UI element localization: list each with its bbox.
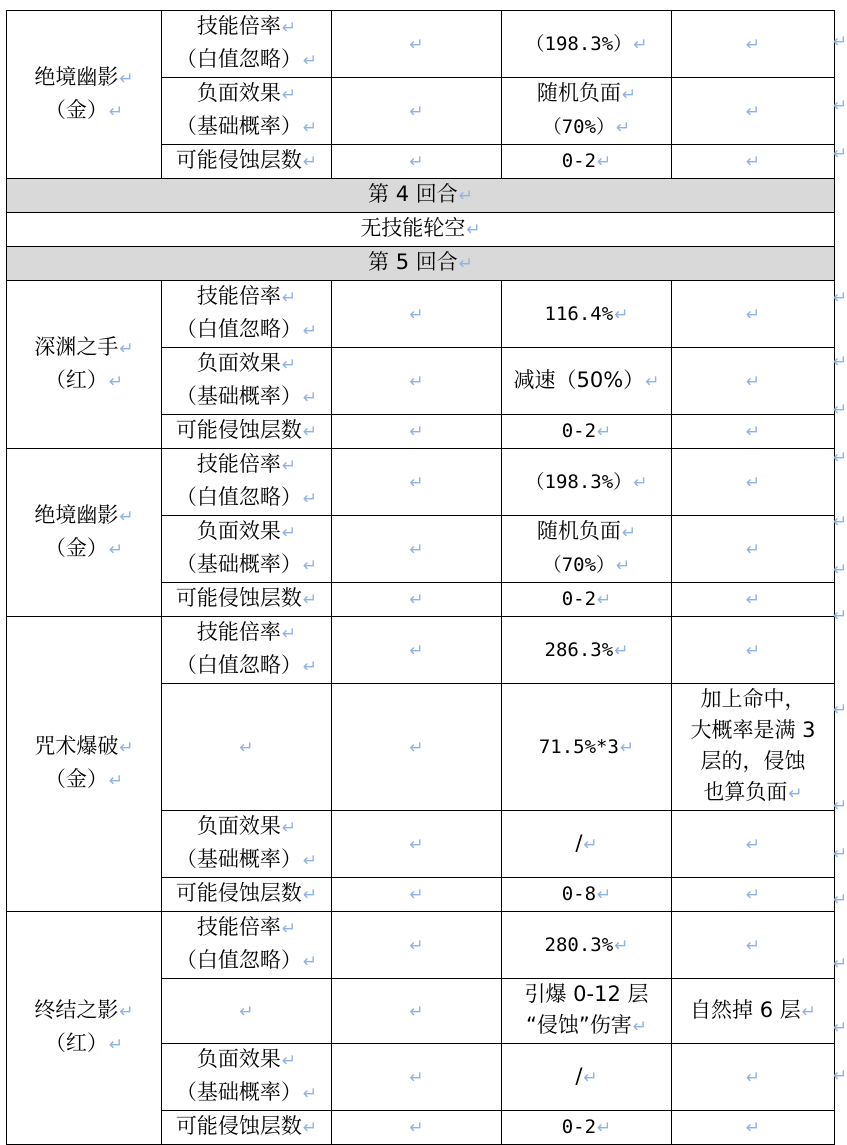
empty-cell: ↵ bbox=[672, 912, 835, 979]
erosion-label: 可能侵蚀层数↵ bbox=[162, 415, 332, 449]
empty-cell: ↵ bbox=[332, 11, 502, 78]
row-end-mark: ↵ bbox=[833, 606, 847, 626]
empty-cell: ↵ bbox=[672, 449, 835, 516]
skill-name-cell: 咒术爆破↵ （金）↵ bbox=[7, 617, 162, 912]
skill-name-cell: 绝境幽影↵ （金）↵ bbox=[7, 449, 162, 617]
empty-cell: ↵ bbox=[672, 281, 835, 348]
right-margin bbox=[833, 0, 847, 1102]
empty-cell: ↵ bbox=[672, 617, 835, 684]
skill-rate-label: 技能倍率↵ （白值忽略）↵ bbox=[162, 912, 332, 979]
neg-effect-label: 负面效果↵ （基础概率）↵ bbox=[162, 348, 332, 415]
row-end-mark: ↵ bbox=[833, 1018, 847, 1038]
erosion-label: 可能侵蚀层数↵ bbox=[162, 583, 332, 617]
row-end-mark: ↵ bbox=[833, 1066, 847, 1086]
empty-cell: ↵ bbox=[672, 11, 835, 78]
round-header: 第 4 回合↵ bbox=[7, 179, 835, 213]
value-cell: （198.3%）↵ bbox=[502, 11, 672, 78]
note-cell: 自然掉 6 层↵ bbox=[672, 979, 835, 1044]
value-cell: /↵ bbox=[502, 811, 672, 878]
value-cell: 0-2↵ bbox=[502, 145, 672, 179]
neg-effect-label: 负面效果↵ （基础概率）↵ bbox=[162, 1044, 332, 1111]
empty-cell: ↵ bbox=[332, 583, 502, 617]
erosion-label: 可能侵蚀层数↵ bbox=[162, 878, 332, 912]
empty-cell: ↵ bbox=[672, 1111, 835, 1145]
round-header: 第 5 回合↵ bbox=[7, 247, 835, 281]
empty-cell: ↵ bbox=[672, 78, 835, 145]
empty-cell: ↵ bbox=[672, 583, 835, 617]
erosion-label: 可能侵蚀层数↵ bbox=[162, 145, 332, 179]
empty-cell: ↵ bbox=[672, 878, 835, 912]
empty-cell: ↵ bbox=[332, 281, 502, 348]
value-cell: 286.3%↵ bbox=[502, 617, 672, 684]
empty-cell: ↵ bbox=[332, 1111, 502, 1145]
row-end-mark: ↵ bbox=[833, 560, 847, 580]
note-cell: 加上命中， 大概率是满 3 层的，侵蚀 也算负面↵ bbox=[672, 684, 835, 811]
row-end-mark: ↵ bbox=[833, 796, 847, 816]
empty-cell: ↵ bbox=[162, 979, 332, 1044]
value-cell: 随机负面↵ （70%）↵ bbox=[502, 78, 672, 145]
neg-effect-label: 负面效果↵ （基础概率）↵ bbox=[162, 811, 332, 878]
value-cell: 0-2↵ bbox=[502, 1111, 672, 1145]
empty-cell: ↵ bbox=[162, 684, 332, 811]
neg-effect-label: 负面效果↵ （基础概率）↵ bbox=[162, 516, 332, 583]
empty-turn-row: 无技能轮空↵ bbox=[7, 213, 835, 247]
value-cell: （198.3%）↵ bbox=[502, 449, 672, 516]
value-cell: /↵ bbox=[502, 1044, 672, 1111]
row-end-mark: ↵ bbox=[833, 512, 847, 532]
empty-cell: ↵ bbox=[672, 415, 835, 449]
skill-name-cell: 终结之影↵ （红）↵ bbox=[7, 912, 162, 1145]
empty-cell: ↵ bbox=[672, 145, 835, 179]
empty-cell: ↵ bbox=[332, 617, 502, 684]
empty-cell: ↵ bbox=[332, 1044, 502, 1111]
value-cell: 280.3%↵ bbox=[502, 912, 672, 979]
skill-rate-label: 技能倍率↵ （白值忽略）↵ bbox=[162, 449, 332, 516]
skill-rate-label: 技能倍率↵ （白值忽略）↵ bbox=[162, 11, 332, 78]
value-cell: 引爆 0-12 层 “侵蚀”伤害↵ bbox=[502, 979, 672, 1044]
page-top-margin bbox=[0, 0, 844, 10]
empty-cell: ↵ bbox=[332, 449, 502, 516]
empty-cell: ↵ bbox=[332, 145, 502, 179]
skill-rate-label: 技能倍率↵ （白值忽略）↵ bbox=[162, 281, 332, 348]
empty-cell: ↵ bbox=[672, 348, 835, 415]
empty-cell: ↵ bbox=[332, 348, 502, 415]
skill-name-cell: 绝境幽影↵ （金）↵ bbox=[7, 11, 162, 179]
row-end-mark: ↵ bbox=[833, 288, 847, 308]
empty-cell: ↵ bbox=[332, 811, 502, 878]
value-cell: 减速（50%）↵ bbox=[502, 348, 672, 415]
erosion-label: 可能侵蚀层数↵ bbox=[162, 1111, 332, 1145]
row-end-mark: ↵ bbox=[833, 844, 847, 864]
value-cell: 0-2↵ bbox=[502, 583, 672, 617]
empty-cell: ↵ bbox=[672, 811, 835, 878]
empty-cell: ↵ bbox=[332, 979, 502, 1044]
empty-cell: ↵ bbox=[332, 78, 502, 145]
value-cell: 71.5%*3↵ bbox=[502, 684, 672, 811]
row-end-mark: ↵ bbox=[833, 400, 847, 420]
empty-cell: ↵ bbox=[332, 684, 502, 811]
empty-cell: ↵ bbox=[332, 415, 502, 449]
value-cell: 随机负面↵ （70%）↵ bbox=[502, 516, 672, 583]
value-cell: 0-2↵ bbox=[502, 415, 672, 449]
row-end-mark: ↵ bbox=[833, 700, 847, 720]
empty-cell: ↵ bbox=[332, 878, 502, 912]
row-end-mark: ↵ bbox=[833, 352, 847, 372]
neg-effect-label: 负面效果↵ （基础概率）↵ bbox=[162, 78, 332, 145]
row-end-mark: ↵ bbox=[833, 954, 847, 974]
row-end-mark: ↵ bbox=[833, 144, 847, 164]
empty-cell: ↵ bbox=[332, 516, 502, 583]
row-end-mark: ↵ bbox=[833, 32, 847, 52]
skill-name-cell: 深渊之手↵ （红）↵ bbox=[7, 281, 162, 449]
row-end-mark: ↵ bbox=[833, 890, 847, 910]
empty-cell: ↵ bbox=[672, 516, 835, 583]
skill-table bbox=[6, 10, 835, 1145]
empty-cell: ↵ bbox=[332, 912, 502, 979]
value-cell: 116.4%↵ bbox=[502, 281, 672, 348]
value-cell: 0-8↵ bbox=[502, 878, 672, 912]
row-end-mark: ↵ bbox=[833, 448, 847, 468]
skill-rate-label: 技能倍率↵ （白值忽略）↵ bbox=[162, 617, 332, 684]
row-end-mark: ↵ bbox=[833, 96, 847, 116]
empty-cell: ↵ bbox=[672, 1044, 835, 1111]
